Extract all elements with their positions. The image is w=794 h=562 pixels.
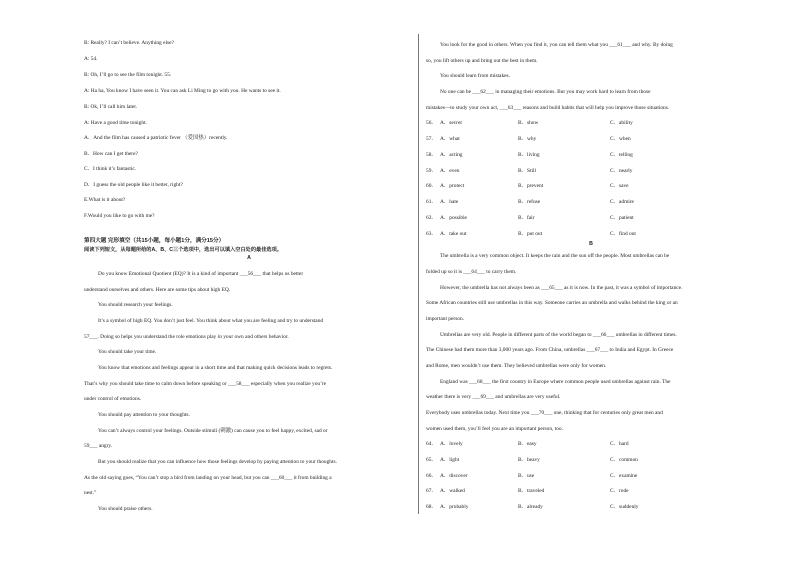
option-a: A．possible <box>440 215 467 221</box>
option-c: C．common <box>610 457 638 463</box>
option-c: C．rode <box>610 488 629 494</box>
passage-line: Umbrellas are very old. People in different parts of the world began to ___66___ umbrellas in different times. <box>440 332 677 338</box>
option-number: 61． <box>426 199 437 205</box>
option-number: 60． <box>426 183 437 189</box>
option-c: C．save <box>610 183 629 189</box>
option-b: B．why <box>518 136 537 142</box>
option-b: B．easy <box>518 441 537 447</box>
option-b: B．already <box>518 504 543 510</box>
option-a: A．even <box>440 168 460 174</box>
option-number: 65． <box>426 457 437 463</box>
option-a: A．take out <box>440 231 467 237</box>
option-a: A．secret <box>440 120 462 126</box>
passage-line: Do you know Emotional Quotient (EQ)? It is a kind of important ___56___ that helps us better <box>98 271 304 277</box>
passage-line: under control of emotions. <box>84 396 142 402</box>
dialogue-line: B: Ok, I’ll call him later. <box>84 104 138 110</box>
option-b: B．heavy <box>518 457 540 463</box>
option-b: B．fair <box>518 215 535 221</box>
passage-line: 59___ angry. <box>84 443 113 449</box>
option-b: B．living <box>518 152 540 158</box>
option-a: A．protect <box>440 183 465 189</box>
option-number: 57． <box>426 136 437 142</box>
passage-line: That’s why you should take time to calm down before speaking or ___58___ especially when you realize you’re <box>84 381 327 387</box>
option-c: C．ability <box>610 120 633 126</box>
option-a: A．what <box>440 136 460 142</box>
option-number: 68． <box>426 504 437 510</box>
passage-line: Some African countries still use umbrellas in this way. Someone carries an umbrella and walks behind the king or an <box>426 300 678 306</box>
passage-line: England was ___68___ the first country in Europe where common people used umbrellas against rain. The <box>440 379 671 385</box>
section-title: 第四大题 完形填空（共15小题，每小题1分，满分15分） <box>84 238 225 244</box>
passage-line: You know that emotions and feelings appear in a short time and that making quick decisions leads to regrets. <box>98 365 333 371</box>
passage-line: As the old saying goes, “You can’t stop a bird from landing on your head, but you can ___60___ it from building a <box>84 475 332 481</box>
passage-line: understand ourselves and others. Here are some tips about high EQ. <box>84 287 231 293</box>
passage-line: But you should realize that you can influence how those feelings develop by paying attention to your thoughts. <box>98 459 337 465</box>
passage-line: No one can be ___62___ in managing their emotions. But you may work hard to learn from those <box>440 89 651 95</box>
passage-line: 57___. Doing so helps you understand the role emotions play in your own and others behavior. <box>84 334 289 340</box>
option-number: 56． <box>426 120 437 126</box>
passage-line: folded up so it is ___64___ to carry them. <box>426 269 517 275</box>
option-number: 63． <box>426 231 437 237</box>
passage-label: A <box>247 255 251 261</box>
option-b: B．traveled <box>518 488 545 494</box>
dialogue-option: A．And the film has caused a patriotic fever （爱国热）recently. <box>84 135 228 141</box>
dialogue-option: C．I think it’s fantastic. <box>84 166 137 172</box>
option-c: C．hard <box>610 441 629 447</box>
passage-label: B <box>589 241 593 247</box>
dialogue-option: B．How can I get there? <box>84 151 138 157</box>
dialogue-line: A: Have a good time tonight. <box>84 120 147 126</box>
passage-line: The Chinese had them more than 3,000 years ago. From China, umbrellas ___67___ to India and Egypt. In Greece <box>426 347 674 353</box>
passage-line: You can’t always control your feelings. Outside stimuli (刺激) can cause you to feel happy, excited, sad or <box>98 428 328 434</box>
section-instruction: 阅读下列短文，从每题所给的A、B、C三个选项中，选出可以填入空白处的最佳选项。 <box>84 247 282 253</box>
option-a: A．walked <box>440 488 465 494</box>
option-b: B．Still <box>518 168 536 174</box>
option-c: C．patient <box>610 215 634 221</box>
option-c: C．examine <box>610 473 638 479</box>
option-number: 58． <box>426 152 437 158</box>
option-a: A．hate <box>440 199 459 205</box>
option-b: B．prevent <box>518 183 544 189</box>
passage-line: You look for the good in others. When you find it, you can tell them what you ___61___ and why. By doing <box>440 42 673 48</box>
dialogue-option: E.What is it about? <box>84 197 126 203</box>
option-b: B．use <box>518 473 535 479</box>
column-divider <box>418 34 419 514</box>
dialogue-line: B: Oh, I’ll go to see the film tonight. 55. <box>84 72 172 78</box>
option-number: 67． <box>426 488 437 494</box>
passage-line: weather there is very ___69___ and umbrellas are very useful. <box>426 394 561 400</box>
option-c: C．find out <box>610 231 636 237</box>
option-a: A．light <box>440 457 460 463</box>
option-c: C．nearly <box>610 168 633 174</box>
dialogue-line: A: Ha ha, You know I have seen it. You can ask Li Ming to go with you. He wants to see it. <box>84 88 281 94</box>
option-a: A．probably <box>440 504 469 510</box>
passage-line: important person. <box>426 316 465 322</box>
option-c: C．telling <box>610 152 633 158</box>
passage-line: It’s a symbol of high EQ. You don’t just feel. You think about what you are feeling and try to understand <box>98 318 324 324</box>
option-c: C．admire <box>610 199 634 205</box>
dialogue-line: B: Really? I can’t believe. Anything else? <box>84 40 174 46</box>
option-c: C．when <box>610 136 631 142</box>
option-a: A．discover <box>440 473 468 479</box>
option-b: B．refuse <box>518 199 541 205</box>
passage-line: You should learn from mistakes. <box>440 73 510 79</box>
dialogue-option: D．I guess the old people like it better, right? <box>84 182 183 188</box>
option-number: 59． <box>426 168 437 174</box>
option-a: A．acting <box>440 152 463 158</box>
option-number: 64． <box>426 441 437 447</box>
passage-line: You should take your time. <box>98 349 157 355</box>
passage-line: mistakes—to study your own act, ___63___ reasons and build habits that will help you improve those situations. <box>426 105 670 111</box>
passage-line: so, you lift others up and bring out the best in them. <box>426 58 538 64</box>
passage-line: However, the umbrella has not always been as ___65___ as it is now. In the past, it was a symbol of importance. <box>440 285 683 291</box>
dialogue-line: A: 54. <box>84 56 98 62</box>
option-b: B．show <box>518 120 539 126</box>
passage-line: women used them, you’ll feel you are an important person, too. <box>426 426 563 432</box>
option-c: C．suddenly <box>610 504 639 510</box>
option-a: A．lovely <box>440 441 463 447</box>
passage-line: You should research your feelings. <box>98 302 173 308</box>
option-number: 62． <box>426 215 437 221</box>
option-number: 66． <box>426 473 437 479</box>
passage-line: The umbrella is a very common object. It keeps the rain and the sun off the people. Most umbrellas can be <box>440 253 670 259</box>
passage-line: and Rome, men wouldn’t use them. They believed umbrellas were only for women. <box>426 363 607 369</box>
option-b: B．put out <box>518 231 543 237</box>
dialogue-option: F.Would you like to go with me? <box>84 213 155 219</box>
passage-line: Everybody uses umbrellas today. Next time you ___70___ one, thinking that for centuries only great men and <box>426 410 663 416</box>
passage-line: nest.” <box>84 490 97 496</box>
passage-line: You should praise others. <box>98 506 153 512</box>
passage-line: You should pay attention to your thoughts. <box>98 412 190 418</box>
